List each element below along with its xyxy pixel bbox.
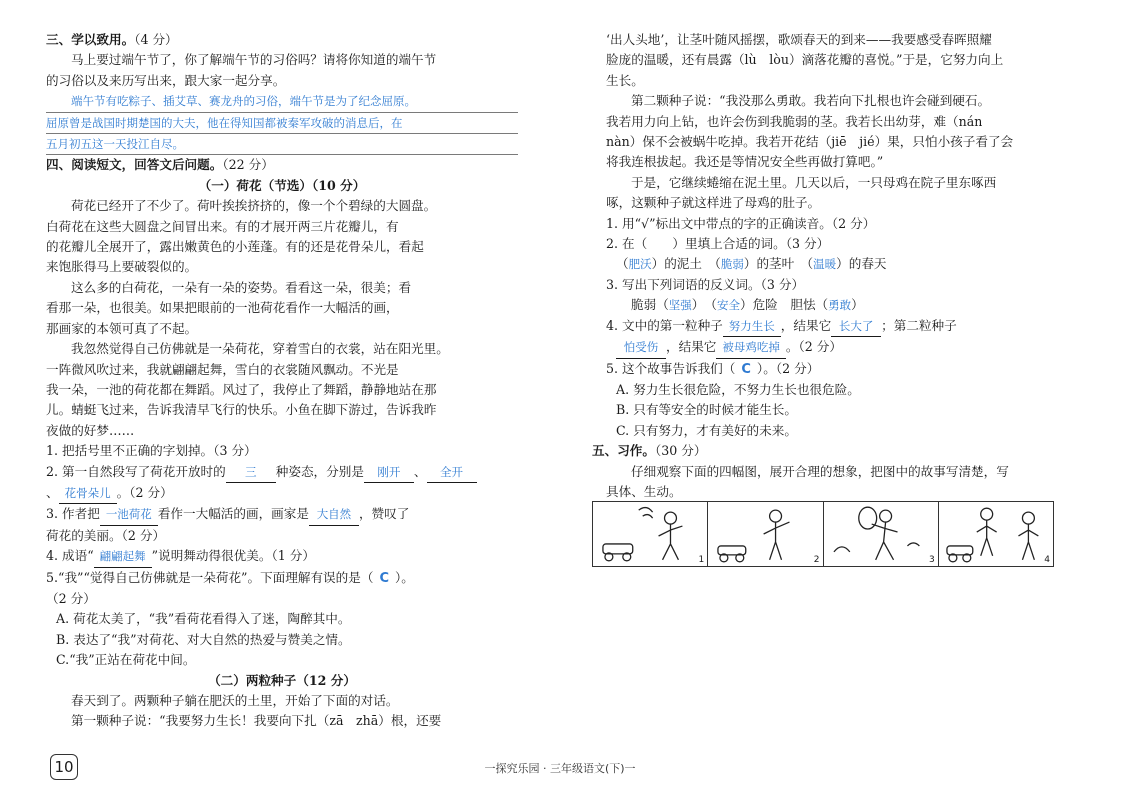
handwritten-answer: 屈原曾是战国时期楚国的大夫，他在得知国都被秦军攻破的消息后，在 xyxy=(46,113,518,134)
answer-blank[interactable]: 长大了 xyxy=(831,316,881,337)
section-3-heading xyxy=(46,30,518,50)
question-text: ，赞叹了 xyxy=(358,506,410,522)
question-text: 4. 成语“ xyxy=(46,548,94,564)
handwritten-answer: 五月初五这一天投江自尽。 xyxy=(46,134,518,155)
passage-line: 那画家的本领可真了不起。 xyxy=(46,320,198,336)
passage-line: ‘出人头地’，让茎叶随风摇摆，歌颂春天的到来——我要感受春晖照耀 xyxy=(606,32,992,47)
question-text: 的春天 xyxy=(848,256,887,272)
answer-blank[interactable]: 怕受伤 xyxy=(616,337,666,358)
question-text: 胆怯 xyxy=(790,297,816,313)
question-text: 5.“我”“觉得自己仿佛就是一朵荷花”。下面理解有误的是（ xyxy=(46,569,374,585)
passage-line: nàn）保不会被蜗牛吃掉。我若开花结（jiē jié）果，只怕小孩子看了会 xyxy=(606,134,1014,150)
answer-blank[interactable]: 一池荷花 xyxy=(100,504,158,525)
passage-line: 将我连根拔起。我还是等情况安全些再做打算吧。” xyxy=(606,154,884,170)
question-3-answers: 脆弱（坚强） （安全）危险 胆怯（勇敢） xyxy=(631,297,864,313)
question-text: ，结果它 xyxy=(780,317,832,333)
section-points: （4 分） xyxy=(134,32,178,47)
passage-line: 儿。蜻蜓飞过来，告诉我清早飞行的快乐。小鱼在脚下游过，告诉我昨 xyxy=(46,402,437,418)
comic-panel xyxy=(708,502,823,566)
comic-strip xyxy=(592,501,1054,567)
passage-title: （二）两粒种子（12 分） xyxy=(208,672,356,688)
section-points: （22 分） xyxy=(222,157,274,173)
passage-line: 荷花已经开了不少了。荷叶挨挨挤挤的，像一个个碧绿的大圆盘。 xyxy=(71,198,437,214)
boys-playing-illustration xyxy=(939,502,1053,566)
question-text: 脆弱 xyxy=(631,297,657,313)
question-points: （2 分） xyxy=(46,590,96,606)
question-1: 1. 用“√”标出文中带点的字的正确读音。（2 分） xyxy=(606,215,876,231)
question-text: 4. 文中的第一粒种子 xyxy=(606,317,723,333)
page-footer: 一探究乐园 · 三年级语文(下)一 xyxy=(484,762,636,775)
section-title: 三、学以致用。 xyxy=(46,32,135,47)
section-title: 五、习作。 xyxy=(592,443,655,459)
answer-blank[interactable]: 被母鸡吃掉 xyxy=(716,337,786,358)
question-text: 荷花的美丽。（2 分） xyxy=(46,527,166,543)
answer-blank[interactable]: 勇敢 xyxy=(828,298,852,313)
question-2-answers: （肥沃）的泥土 （脆弱）的茎叶 （温暖）的春天 xyxy=(616,256,887,272)
question-1: 1. 把括号里不正确的字划掉。（3 分） xyxy=(46,443,257,459)
handwritten-answer: 端午节有吃粽子、插艾草、赛龙舟的习俗，端午节是为了纪念屈原。 xyxy=(46,91,518,112)
option-a: A. 荷花太美了，“我”看荷花看得入了迷，陶醉其中。 xyxy=(56,611,351,627)
passage-title: （一）荷花（节选）（10 分） xyxy=(198,177,366,193)
answer-choice[interactable]: C xyxy=(741,361,751,377)
comic-panel xyxy=(939,502,1053,566)
section-5-heading xyxy=(592,441,1052,461)
answer-blank[interactable]: 刚开 xyxy=(364,462,414,483)
option-c: C.“我”正站在荷花中间。 xyxy=(56,652,196,668)
question-text: 看作一大幅活的画，画家是 xyxy=(157,506,309,522)
answer-blank[interactable]: 全开 xyxy=(427,462,477,483)
passage-line: 我忽然觉得自己仿佛就是一朵荷花，穿着雪白的衣裳，站在阳光里。 xyxy=(71,341,449,357)
prompt-text: 具体、生动。 xyxy=(606,483,682,499)
panel-number: 1 xyxy=(698,555,705,565)
answer-blank[interactable]: 肥沃 xyxy=(628,257,652,272)
question-5 xyxy=(46,568,518,589)
question-text: ”说明舞动得很优美。（1 分） xyxy=(151,548,315,564)
option-b: B. 只有等安全的时候才能生长。 xyxy=(616,402,797,418)
comic-panel xyxy=(824,502,939,566)
question-2-cont: 、 花骨朵儿 。（2 分） xyxy=(46,483,518,504)
answer-blank[interactable]: 三 xyxy=(226,462,276,483)
passage-line: 春天到了。两颗种子躺在肥沃的土里，开始了下面的对话。 xyxy=(71,693,399,708)
question-3 xyxy=(46,504,518,525)
passage-line: 白荷花在这些大圆盘之间冒出来。有的才展开两三片花瓣儿，有 xyxy=(46,218,399,234)
comic-panel xyxy=(593,502,708,566)
question-4-cont xyxy=(606,337,1052,358)
answer-blank[interactable]: 花骨朵儿 xyxy=(59,483,117,504)
option-b: B. 表达了“我”对荷花、对大自然的热爱与赞美之情。 xyxy=(56,631,351,647)
page-number: 10 xyxy=(50,754,78,780)
answer-blank[interactable]: 坚强 xyxy=(668,298,692,313)
passage-line: 于是，它继续蜷缩在泥土里。几天以后，一只母鸡在院子里东啄西 xyxy=(631,174,997,190)
answer-blank[interactable]: 大自然 xyxy=(309,504,359,525)
question-3: 3. 写出下列词语的反义词。（3 分） xyxy=(606,276,805,292)
answer-blank[interactable]: 翩翩起舞 xyxy=(94,546,152,567)
question-text: 3. 作者把 xyxy=(46,506,100,522)
panel-number: 3 xyxy=(929,555,935,565)
passage-line: 脸庞的温暖，还有晨露（lù lòu）滴落花瓣的喜悦。”于是，它努力向上 xyxy=(606,52,1004,68)
passage-line: 看那一朵，也很美。如果把眼前的一池荷花看作一大幅活的画， xyxy=(46,300,399,316)
question-text: ）。 xyxy=(394,569,414,585)
passage-line: 的花瓣儿全展开了，露出嫩黄色的小莲蓬。有的还是花骨朵儿，看起 xyxy=(46,239,424,255)
answer-blank[interactable]: 温暖 xyxy=(813,257,837,272)
question-2: 2. 在（ ）里填上合适的词。（3 分） xyxy=(606,236,830,252)
question-points: 。（2 分） xyxy=(785,339,842,355)
passage-line: 第一颗种子说：“我要努力生长！我要向下扎（zā zhā）根，还要 xyxy=(71,713,442,729)
panel-number: 4 xyxy=(1044,555,1050,565)
question-text: 5. 这个故事告诉我们（ xyxy=(606,360,736,376)
passage-line: 啄，这颗种子就这样进了母鸡的肚子。 xyxy=(606,195,821,211)
option-c: C. 只有努力，才有美好的未来。 xyxy=(616,422,797,438)
right-column xyxy=(592,30,1052,502)
prompt-text: 仔细观察下面的四幅图，展开合理的想象，把图中的故事写清楚，写 xyxy=(631,463,1009,479)
question-4 xyxy=(606,316,1052,337)
question-text: ；第二粒种子 xyxy=(881,317,957,333)
option-a: A. 努力生长很危险，不努力生长也很危险。 xyxy=(616,381,860,397)
question-text: 的泥土 xyxy=(664,256,702,272)
panel-number: 2 xyxy=(813,555,820,565)
passage-line: 生长。 xyxy=(606,72,644,88)
boy-carrying-bag-illustration xyxy=(824,502,938,566)
passage-line: 这么多的白荷花，一朵有一朵的姿势。看看这一朵，很美；看 xyxy=(71,279,412,295)
passage-line: 我一朵，一池的荷花都在舞蹈。风过了，我停止了舞蹈，静静地站在那 xyxy=(46,381,437,397)
question-text: 的茎叶 xyxy=(756,256,795,272)
question-text: ）。（2 分） xyxy=(756,360,820,376)
question-4 xyxy=(46,546,518,567)
boy-with-toy-car-illustration xyxy=(593,502,707,566)
question-text: 2. 第一自然段写了荷花开放时的 xyxy=(46,463,226,479)
answer-blank[interactable]: 安全 xyxy=(716,298,740,313)
question-text: ，结果它 xyxy=(666,339,717,355)
answer-blank[interactable]: 脆弱 xyxy=(720,257,744,272)
question-text: 种姿态，分别是 xyxy=(275,463,364,479)
answer-blank[interactable]: 努力生长 xyxy=(723,316,781,337)
question-text: 危险 xyxy=(752,297,778,313)
section-title: 四、阅读短文，回答文后问题。 xyxy=(46,157,223,173)
question-points: 。（2 分） xyxy=(116,484,173,500)
question-text: 的习俗以及来历写出来，跟大家一起分享。 xyxy=(46,72,286,88)
boy-pointing-illustration xyxy=(708,502,822,566)
section-points: （30 分） xyxy=(654,443,707,459)
answer-choice[interactable]: C xyxy=(379,570,389,586)
passage-line: 第二颗种子说：“我没那么勇敢。我若向下扎根也许会碰到硬石。 xyxy=(631,93,991,109)
passage-line: 一阵微风吹过来，我就翩翩起舞，雪白的衣裳随风飘动。不光是 xyxy=(46,361,399,377)
passage-line: 夜做的好梦…… xyxy=(46,422,135,438)
passage-line: 我若用力向上钻，也许会伤到我脆弱的茎。我若长出幼芽，难（nán xyxy=(606,113,983,129)
passage-line: 来饱胀得马上要破裂似的。 xyxy=(46,259,198,275)
question-5 xyxy=(606,359,1052,380)
section-4-heading xyxy=(46,155,518,175)
question-text: 马上要过端午节了，你了解端午节的习俗吗？请将你知道的端午节 xyxy=(71,52,437,68)
question-2: 2. 第一自然段写了荷花开放时的 三 种姿态，分别是 刚开 、 全开 xyxy=(46,462,518,483)
left-column xyxy=(46,30,518,732)
